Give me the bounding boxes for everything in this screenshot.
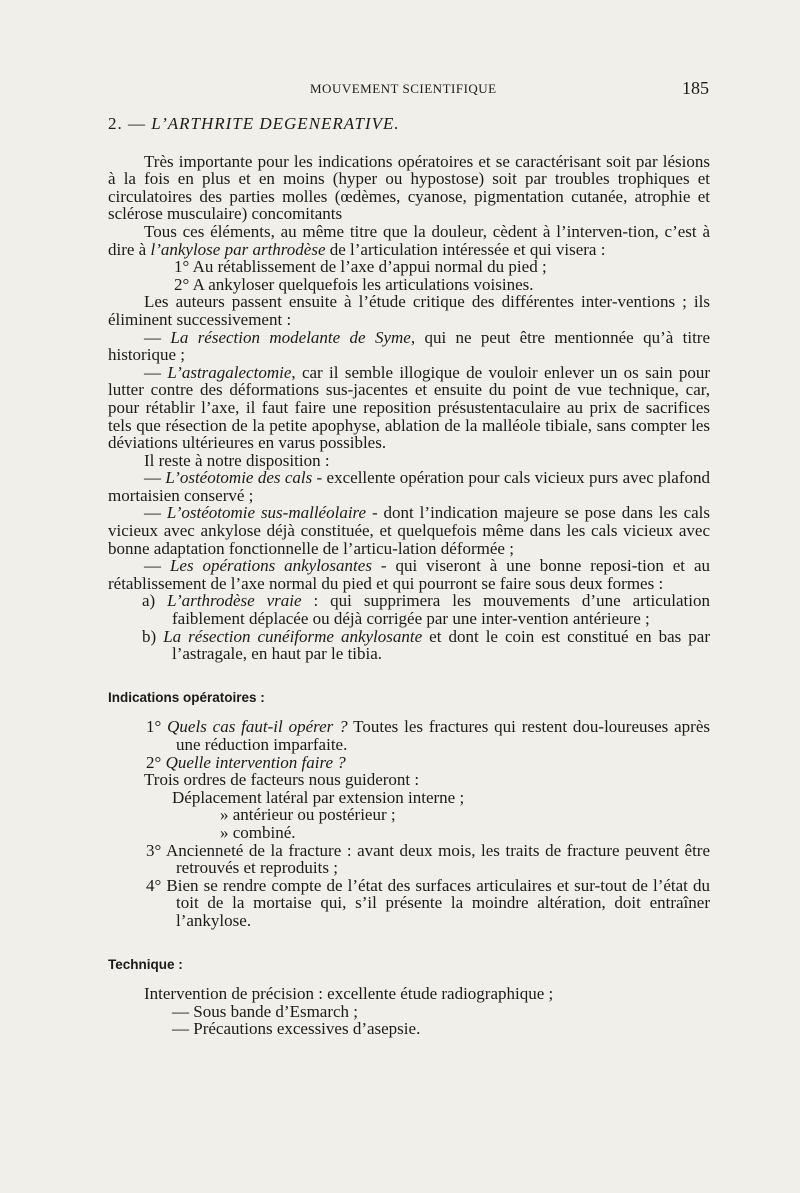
technique-item: — Précautions excessives d’asepsie.: [172, 1019, 421, 1039]
indication-question: 2° Quelle intervention faire ?: [146, 752, 346, 772]
section-title-text: L’ARTHRITE DEGENERATIVE.: [151, 114, 400, 133]
section-title: [108, 115, 710, 133]
form-item: b) La résection cunéiforme ankylosante et dont le coin est constitué en bas par l’astragale, en haut par le tibia.: [142, 626, 710, 664]
indication-question: 4° Bien se rendre compte de l’état des surfaces articulaires et sur-tout de l’état du toit de la mortaise qui, s’il présente la moindre altération, doit entraîner l’ankylose.: [146, 875, 710, 930]
intro-paragraph-2: Tous ces éléments, au même titre que la douleur, cèdent à l’interven-tion, c’est à dire à l’ankylose par arthrodèse de l’articulation intéressée et qui visera :: [108, 221, 710, 259]
indication-question: 1° Quels cas faut-il opérer ? Toutes les fractures qui restent dou-loureuses après une réduction imparfaite.: [146, 717, 710, 754]
remaining-intro: Il reste à notre disposition :: [144, 450, 330, 470]
eliminated-item: — La résection modelante de Syme, qui ne peut être mentionnée qu’à titre historique ;: [108, 327, 711, 365]
eliminated-item: — L’astragalectomie, car il semble illogique de vouloir enlever un os sain pour lutter contre des déformations sus-jacentes et ensuite du point de vue technique, car, pour rétablir l’axe, il faut faire une reposition présustentaculaire au prix de sacrifices tels que résection de la petite apophyse, ablation de la malléole tibiale, sans compter les déviations ultérieures en varus possibles.: [108, 362, 711, 453]
form-item: a) L’arthrodèse vraie : qui supprimera les mouvements d’une articulation faiblement déplacée ou déjà corrigée par une inter-vention antérieure ;: [142, 591, 710, 629]
authors-paragraph: Les auteurs passent ensuite à l’étude critique des différentes inter-ventions ; ils éliminent successivement :: [108, 292, 710, 329]
remaining-item: — Les opérations ankylosantes - qui viseront à une bonne reposi-tion et au rétablissement de l’axe normal du pied et qui pourront se faire sous deux formes :: [108, 556, 711, 593]
aim-item: 1° Au rétablissement de l’axe d’appui normal du pied ;: [174, 257, 547, 277]
article-body: [108, 115, 710, 1038]
intro-paragraph: Très importante pour les indications opératoires et se caractérisant soit par lésions à la fois en plus et en moins (hyper ou hypostose) soit par troubles trophiques et circulatoires des parties molles (œdèmes, cyanose, pigmentation cutanée, atrophie et sclérose musculaire) concomitants: [108, 151, 710, 224]
technique-heading: Technique :: [108, 956, 183, 972]
indications-heading: Indications opératoires :: [108, 689, 265, 705]
factor-item: Déplacement latéral par extension interne ;: [172, 787, 465, 807]
section-number: 2. —: [108, 114, 146, 133]
technique-intro: Intervention de précision : excellente étude radiographique ;: [144, 984, 554, 1004]
factor-item: » combiné.: [220, 822, 296, 842]
aim-item: 2° A ankyloser quelquefois les articulations voisines.: [174, 274, 534, 294]
remaining-item: — L’ostéotomie des cals - excellente opération pour cals vicieux purs avec plafond mortaisien conservé ;: [108, 468, 711, 505]
running-title: MOUVEMENT SCIENTIFIQUE: [310, 81, 497, 96]
indication-question: 3° Ancienneté de la fracture : avant deux mois, les traits de fracture peuvent être retrouvés et reproduits ;: [146, 840, 710, 878]
running-header: [0, 78, 800, 98]
technique-item: — Sous bande d’Esmarch ;: [172, 1001, 359, 1021]
factor-item: » antérieur ou postérieur ;: [220, 805, 396, 825]
remaining-item: — L’ostéotomie sus-malléolaire - dont l’indication majeure se pose dans les cals vicieux avec ankylose déjà constituée, et quelquefois même dans les cals vicieux avec bonne adaptation fonctionnelle de l’articu-lation déformée ;: [108, 503, 711, 558]
page-number: 185: [682, 78, 709, 98]
factors-intro: Trois ordres de facteurs nous guideront :: [144, 770, 420, 790]
